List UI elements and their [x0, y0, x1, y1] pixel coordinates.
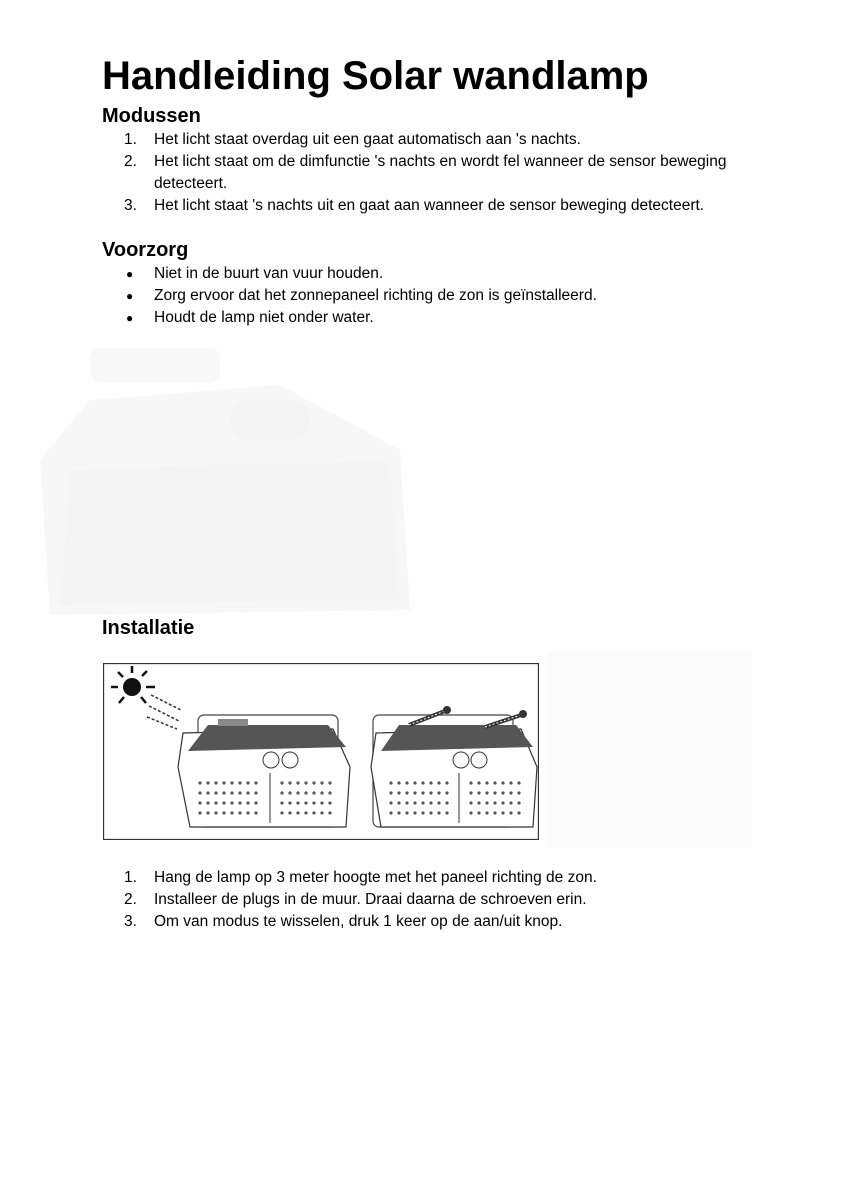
modes-list — [102, 129, 752, 217]
list-item-text: Houdt de lamp niet onder water. — [154, 309, 374, 326]
list-item — [102, 911, 752, 933]
list-marker: 1. — [124, 131, 137, 148]
installation-list — [102, 867, 752, 933]
list-item-text: Zorg ervoor dat het zonnepaneel richting de zon is geïnstalleerd. — [154, 287, 597, 304]
faded-image-artifact — [548, 652, 752, 848]
section-heading-installation: Installatie — [102, 617, 195, 639]
bullet-icon: ● — [126, 311, 134, 325]
list-item — [102, 195, 752, 217]
bullet-icon: ● — [126, 289, 134, 303]
section-heading-modes: Modussen — [102, 105, 201, 127]
list-item-text: Om van modus te wisselen, druk 1 keer op de aan/uit knop. — [154, 913, 563, 930]
list-item — [102, 285, 752, 307]
list-item-text: Installeer de plugs in de muur. Draai daarna de schroeven erin. — [154, 891, 587, 908]
list-marker: 3. — [124, 197, 137, 214]
list-item — [102, 889, 752, 911]
bullet-icon: ● — [126, 267, 134, 281]
list-item-text: Het licht staat om de dimfunctie 's nachts en wordt fel wanneer de sensor beweging detecteert. — [154, 153, 727, 192]
list-item — [102, 867, 752, 889]
list-item — [102, 151, 752, 195]
section-heading-precautions: Voorzorg — [102, 239, 189, 261]
list-marker: 1. — [124, 869, 137, 886]
list-marker: 2. — [124, 153, 137, 170]
list-item-text: Hang de lamp op 3 meter hoogte met het paneel richting de zon. — [154, 869, 597, 886]
solar-wall-lamp-icon — [371, 715, 537, 827]
list-item — [102, 307, 752, 329]
solar-wall-lamp-icon — [178, 715, 350, 827]
list-item — [102, 263, 752, 285]
list-item — [102, 129, 752, 151]
list-item-text: Het licht staat overdag uit een gaat automatisch aan 's nachts. — [154, 131, 581, 148]
list-marker: 2. — [124, 891, 137, 908]
faded-image-artifact — [30, 340, 430, 620]
list-item-text: Het licht staat 's nachts uit en gaat aan wanneer de sensor beweging detecteert. — [154, 197, 705, 214]
document-title: Handleiding Solar wandlamp — [102, 54, 649, 98]
installation-illustration — [103, 663, 539, 840]
precautions-list — [102, 263, 752, 329]
list-item-text: Niet in de buurt van vuur houden. — [154, 265, 384, 282]
list-marker: 3. — [124, 913, 137, 930]
